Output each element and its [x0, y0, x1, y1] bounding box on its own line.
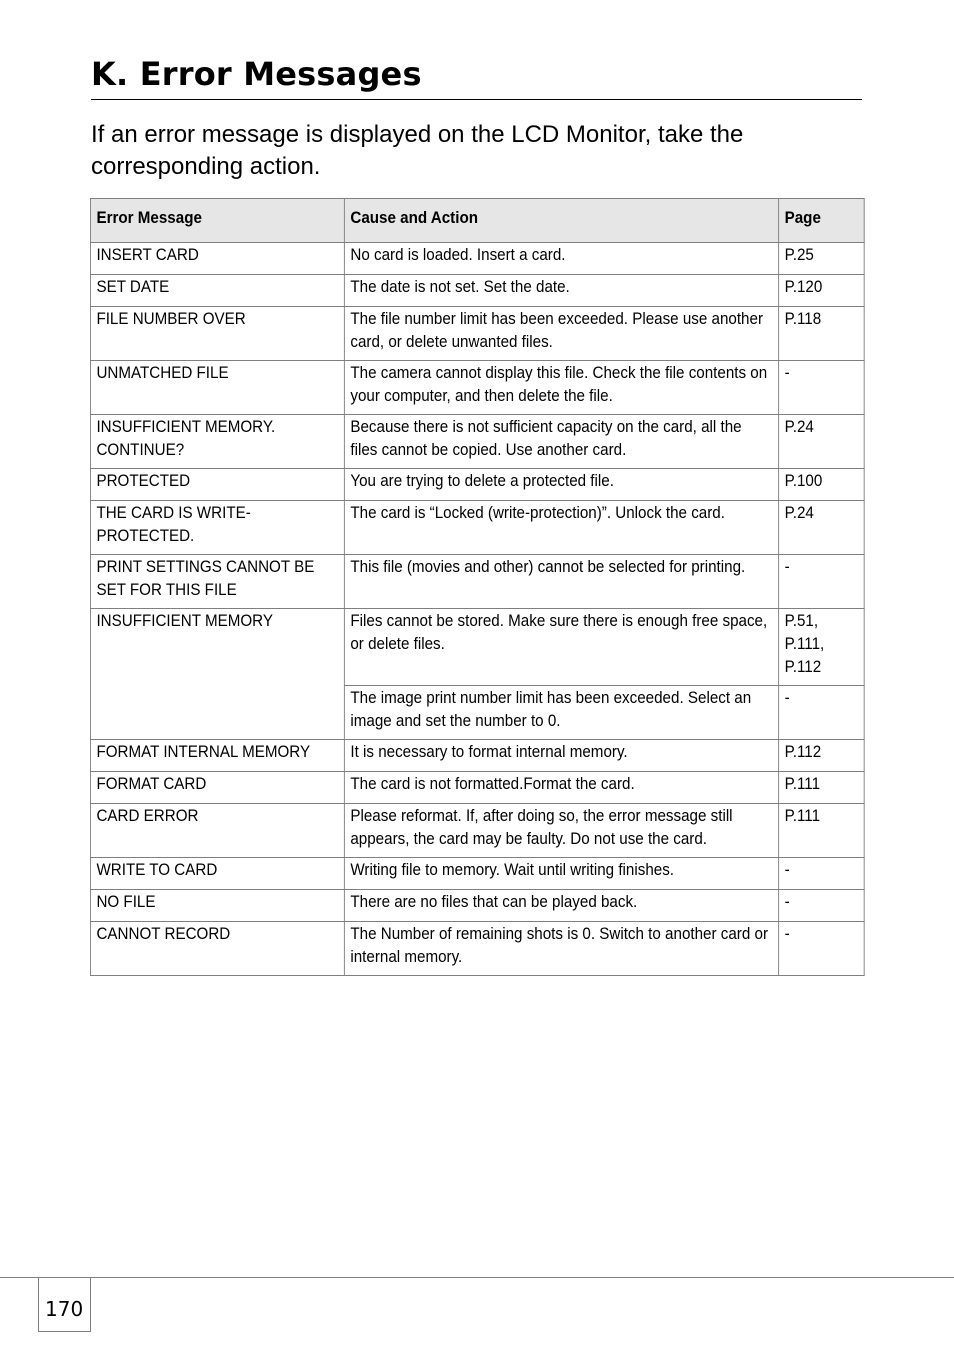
error-message-cell: UNMATCHED FILE [90, 361, 344, 415]
error-message-cell: FORMAT INTERNAL MEMORY [90, 740, 344, 772]
error-message-cell: FILE NUMBER OVER [90, 307, 344, 361]
page-number-box [38, 1277, 91, 1332]
page-number: 170 [45, 1297, 84, 1321]
page-ref-cell: P.112 [779, 740, 865, 772]
table-row [90, 858, 864, 890]
error-message-cell: FORMAT CARD [90, 772, 344, 804]
page-ref-cell: P.100 [779, 469, 865, 501]
table-row [90, 922, 864, 976]
page-ref-cell: P.51, P.111, P.112 [779, 609, 865, 686]
table-row [90, 307, 864, 361]
cause-action-cell: The camera cannot display this file. Check the file contents on your computer, and then delete the file. [344, 361, 778, 415]
page-ref-cell: P.118 [779, 307, 865, 361]
header-error-message: Error Message [90, 199, 344, 243]
page-ref-cell: P.111 [779, 804, 865, 858]
error-message-cell: CARD ERROR [90, 804, 344, 858]
cause-action-cell: The file number limit has been exceeded. Please use another card, or delete unwanted files. [344, 307, 778, 361]
error-message-cell: NO FILE [90, 890, 344, 922]
cause-action-cell: The card is not formatted.Format the card. [344, 772, 778, 804]
table-row [90, 609, 864, 686]
page-ref-cell: P.120 [779, 275, 865, 307]
table-row [90, 469, 864, 501]
cause-action-cell: Please reformat. If, after doing so, the error message still appears, the card may be faulty. Do not use the card. [344, 804, 778, 858]
cause-action-cell: Writing file to memory. Wait until writing finishes. [344, 858, 778, 890]
cause-action-cell: The card is “Locked (write-protection)”. Unlock the card. [344, 501, 778, 555]
table-row [90, 555, 864, 609]
table-row [90, 501, 864, 555]
page-ref-cell: - [779, 858, 865, 890]
page-ref-cell: - [779, 361, 865, 415]
cause-action-cell: You are trying to delete a protected file. [344, 469, 778, 501]
page-title: K. Error Messages [91, 55, 422, 93]
error-message-cell: PROTECTED [90, 469, 344, 501]
table-row [90, 740, 864, 772]
error-message-cell: PRINT SETTINGS CANNOT BE SET FOR THIS FILE [90, 555, 344, 609]
intro-text: If an error message is displayed on the LCD Monitor, take the corresponding action. [91, 121, 744, 180]
error-message-cell: INSERT CARD [90, 243, 344, 275]
page-ref-cell: - [779, 555, 865, 609]
cause-action-cell: It is necessary to format internal memory. [344, 740, 778, 772]
error-message-cell: THE CARD IS WRITE-PROTECTED. [90, 501, 344, 555]
page-ref-cell: P.111 [779, 772, 865, 804]
cause-action-cell: No card is loaded. Insert a card. [344, 243, 778, 275]
table-header-row [90, 199, 864, 243]
table-row [90, 804, 864, 858]
page-ref-cell: - [779, 922, 865, 976]
table-row [90, 415, 864, 469]
page-ref-cell: P.24 [779, 415, 865, 469]
title-divider [91, 99, 862, 100]
error-message-cell: INSUFFICIENT MEMORY. CONTINUE? [90, 415, 344, 469]
header-page: Page [779, 199, 865, 243]
error-message-cell: SET DATE [90, 275, 344, 307]
page-ref-cell: P.25 [779, 243, 865, 275]
cause-action-cell: The date is not set. Set the date. [344, 275, 778, 307]
table-row [90, 890, 864, 922]
header-cause-and-action: Cause and Action [344, 199, 778, 243]
error-message-cell: WRITE TO CARD [90, 858, 344, 890]
cause-action-cell: The image print number limit has been exceeded. Select an image and set the number to 0. [344, 686, 778, 740]
footer-divider [0, 1277, 954, 1278]
cause-action-cell: This file (movies and other) cannot be selected for printing. [344, 555, 778, 609]
page-ref-cell: - [779, 686, 865, 740]
cause-action-cell: There are no files that can be played back. [344, 890, 778, 922]
table-row [90, 772, 864, 804]
page-ref-cell: - [779, 890, 865, 922]
page-ref-cell: P.24 [779, 501, 865, 555]
error-message-cell: CANNOT RECORD [90, 922, 344, 976]
table-row [90, 361, 864, 415]
error-message-cell: INSUFFICIENT MEMORY [90, 609, 344, 740]
table-row [90, 243, 864, 275]
cause-action-cell: Because there is not sufficient capacity on the card, all the files cannot be copied. Use another card. [344, 415, 778, 469]
error-messages-table [90, 198, 865, 976]
cause-action-cell: The Number of remaining shots is 0. Switch to another card or internal memory. [344, 922, 778, 976]
cause-action-cell: Files cannot be stored. Make sure there is enough free space, or delete files. [344, 609, 778, 686]
table-row [90, 275, 864, 307]
